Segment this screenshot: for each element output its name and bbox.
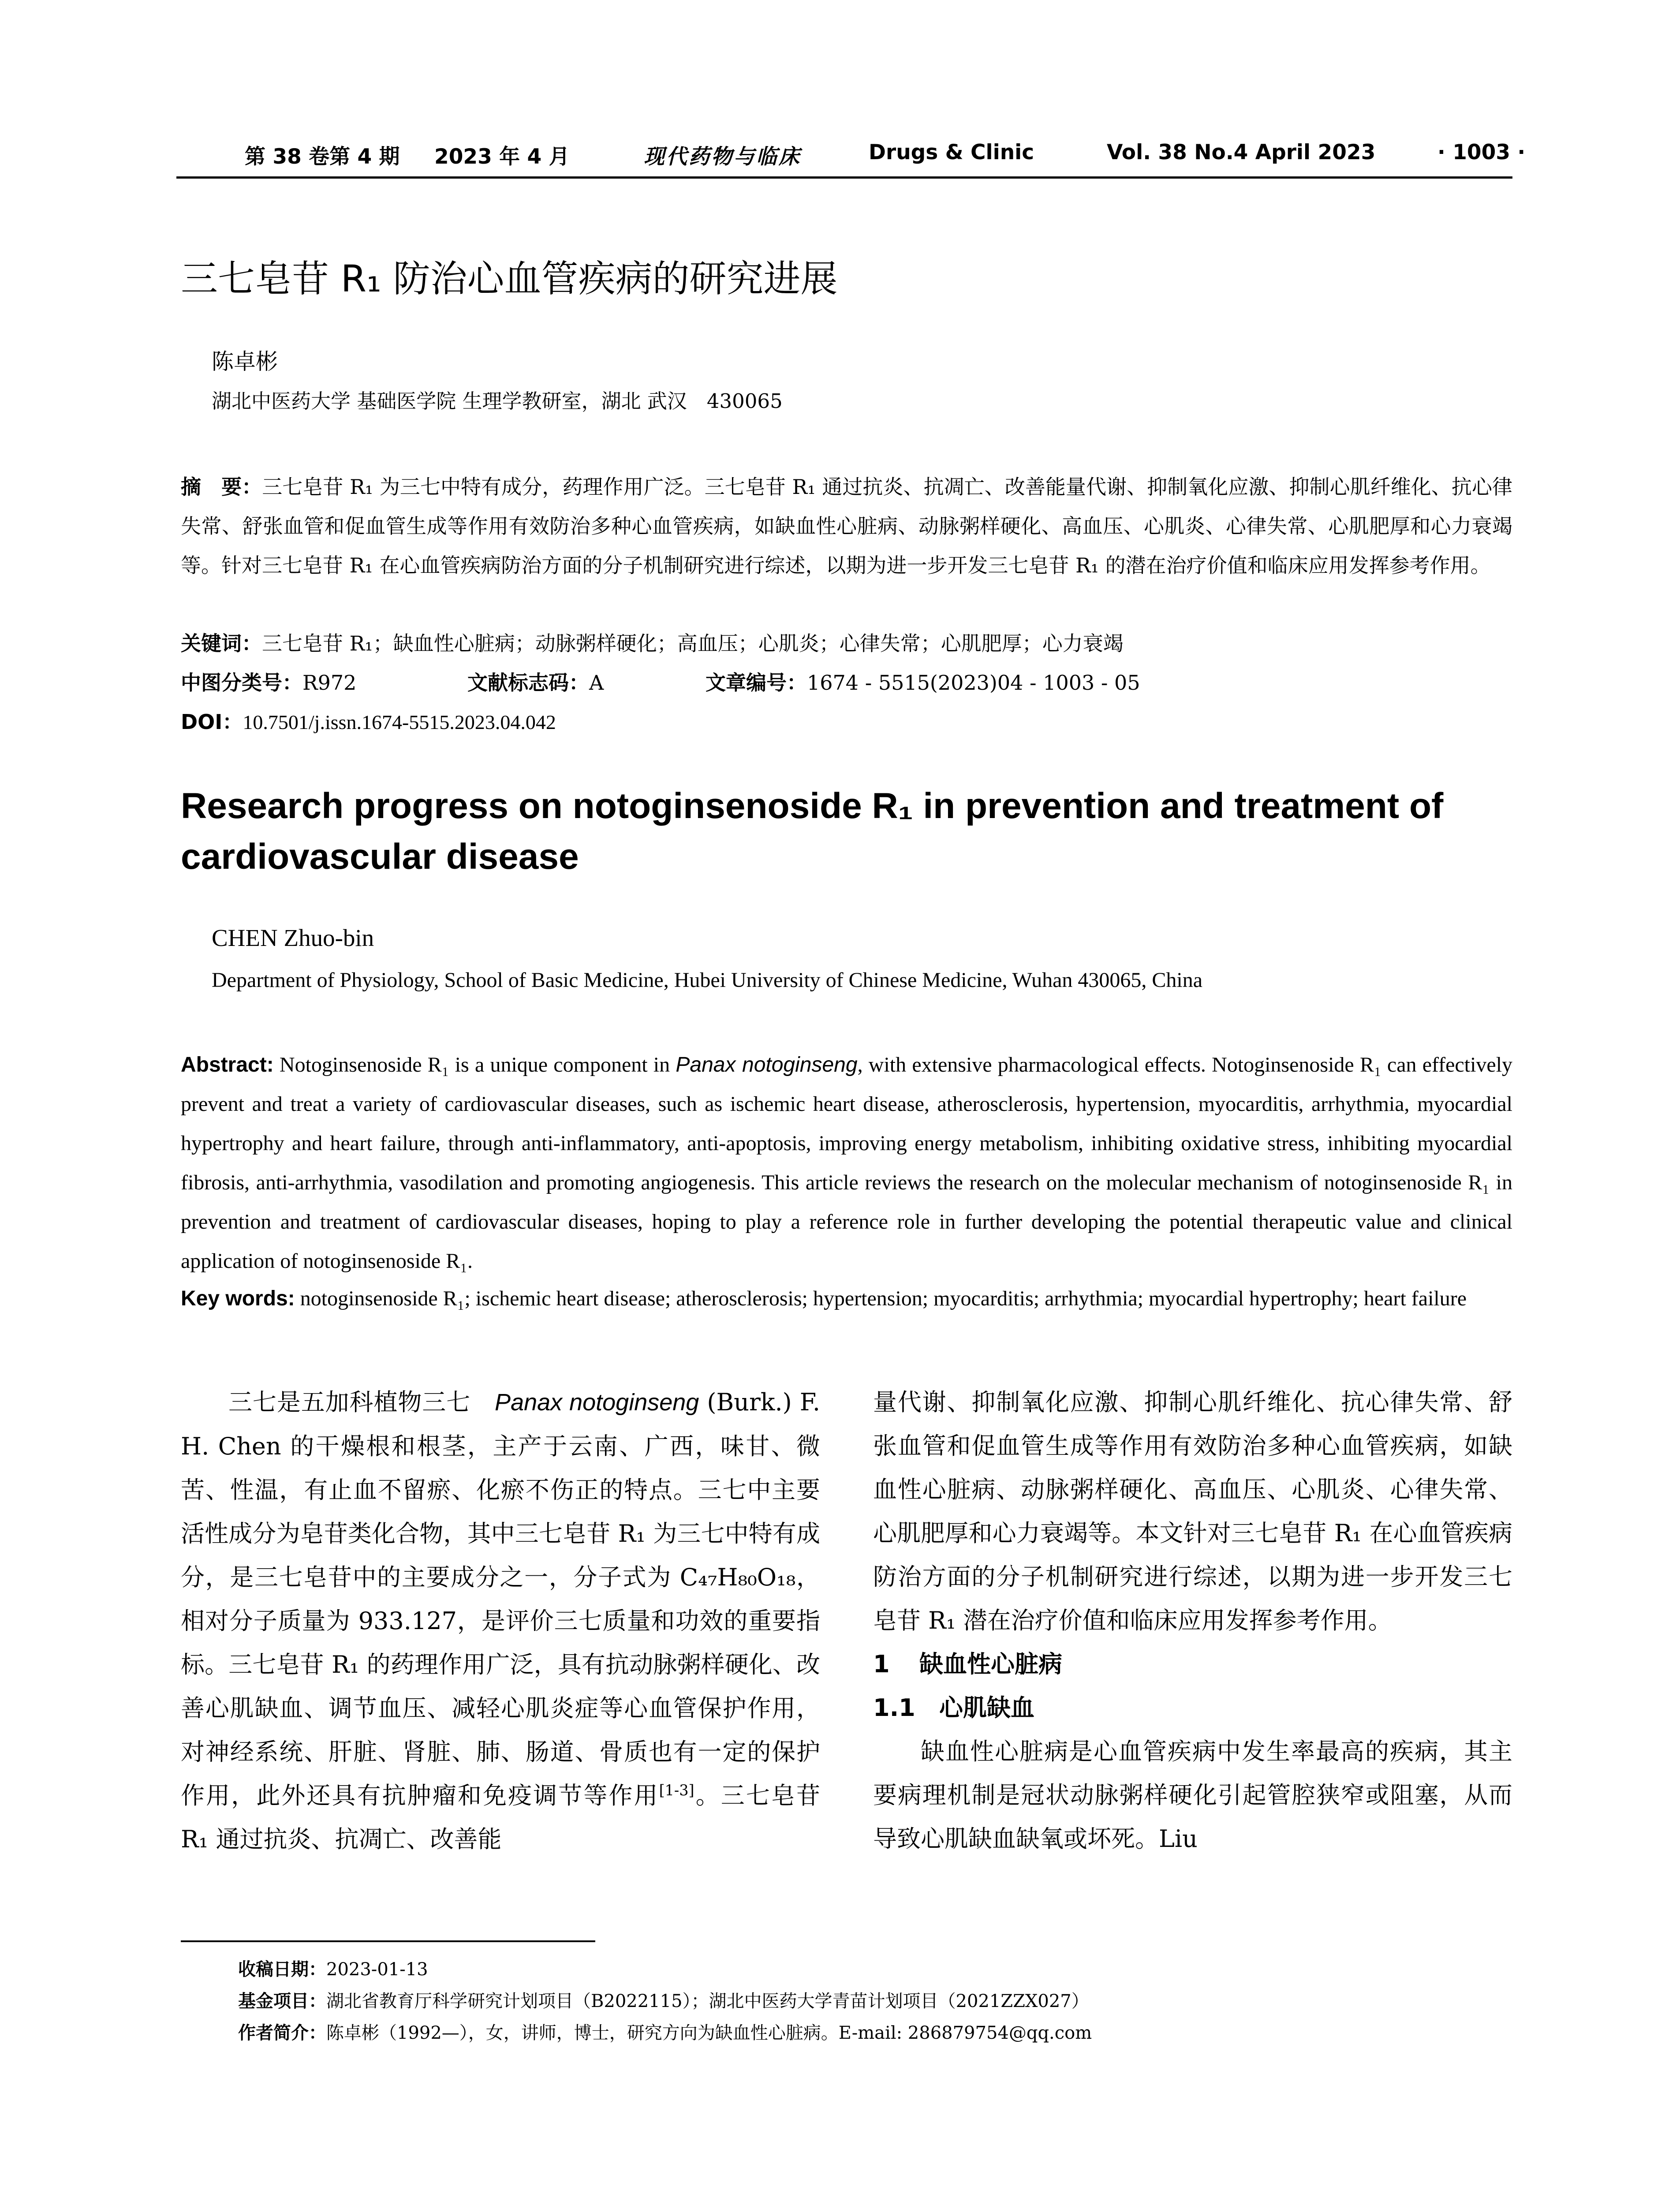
doc-code-value: A: [589, 671, 604, 695]
section-1-heading: [873, 1642, 1512, 1686]
abstract-zh-text: 三七皂苷 R₁ 为三七中特有成分，药理作用广泛。三七皂苷 R₁ 通过抗炎、抗凋亡、改善能量代谢、抑制氧化应激、抑制心肌纤维化、抗心律失常、舒张血管和促血管生成等作用有效防治多种心血管疾病，如缺血性心脏病、动脉粥样硬化、高血压、心肌炎、心律失常、心肌肥厚和心力衰竭等。针对三七皂苷 R₁ 在心血管疾病防治方面的分子机制研究进行综述，以期为进一步开发三七皂苷 R₁ 的潜在治疗价值和临床应用发挥参考作用。: [181, 475, 1513, 577]
intro-text-c: 。三七皂苷 R₁ 通过抗炎、抗凋亡、改善能: [181, 1782, 821, 1853]
author-en: CHEN Zhuo-bin: [212, 924, 374, 951]
intro-text-b: (Burk.) F. H. Chen 的干燥根和根茎，主产于云南、广西，味甘、微苦、性温，有止血不留瘀、化瘀不伤正的特点。三七中主要活性成分为皂苷类化合物，其中三七皂苷 R₁ 为三七中特有成分，是三七皂苷中的主要成分之一，分子式为 C₄₇H₈₀O₁₈，相对分子质量为 933.127，是评价三七质量和功效的重要指标。三七皂苷 R₁ 的药理作用广泛，具有抗动脉粥样硬化、改善心肌缺血、调节血压、减轻心肌炎症等心血管保护作用，对神经系统、肝脏、肾脏、肺、肠道、骨质也有一定的保护作用，此外还具有抗肿瘤和免疫调节等作用: [181, 1388, 821, 1809]
abstract-en-text-1: Notoginsenoside R₁ is a unique component in: [279, 1053, 670, 1076]
abstract-en-label: Abstract:: [181, 1053, 274, 1076]
header-volume-en: Vol. 38 No.4 April 2023: [1107, 140, 1376, 164]
intro-paragraph-continued: 量代谢、抑制氧化应激、抑制心肌纤维化、抗心律失常、舒张血管和促血管生成等作用有效防治多种心血管疾病，如缺血性心脏病、动脉粥样硬化、高血压、心肌炎、心律失常、心肌肥厚和心力衰竭等。本文针对三七皂苷 R₁ 在心血管疾病防治方面的分子机制研究进行综述，以期为进一步开发三七皂苷 R₁ 潜在治疗价值和临床应用发挥参考作用。: [873, 1388, 1512, 1634]
abstract-en-species: Panax notoginseng: [676, 1053, 858, 1076]
doc-code-label: 文献标志码：: [467, 671, 589, 695]
article-number-label: 文章编号：: [706, 671, 807, 695]
section-1-number: 1: [873, 1650, 890, 1678]
header-volume-zh: 第 38 卷第 4 期: [245, 145, 400, 169]
abstract-zh: [181, 467, 1512, 585]
affiliation-en: Department of Physiology, School of Basic Medicine, Hubei University of Chinese Medicine, Wuhan 430065, China: [212, 968, 1203, 992]
header-rule: [176, 176, 1512, 179]
keywords-zh-text: 三七皂苷 R₁；缺血性心脏病；动脉粥样硬化；高血压；心肌炎；心律失常；心肌肥厚；心力衰竭: [262, 632, 1124, 655]
header-page-number: · 1003 ·: [1437, 140, 1526, 164]
doi-label: DOI：: [181, 710, 243, 734]
doi-line: [181, 703, 556, 742]
doi-value: 10.7501/j.issn.1674-5515.2023.04.042: [243, 711, 556, 733]
author-zh: 陈卓彬: [212, 349, 278, 374]
abstract-en-text-2: , with extensive pharmacological effects. Notoginsenoside R₁ can effectively prevent and treat a variety of cardiovascular diseases, such as ischemic heart disease, atherosclerosis, hypertension, myocarditis, arrhythmia, myocardial hypertrophy and heart failure, through anti-inflammatory, anti-apoptosis, improving energy metabolism, inhibiting oxidative stress, inhibiting myocardial fibrosis, anti-arrhythmia, vasodilation and promoting angiogenesis. This article reviews the research on the molecular mechanism of notoginsenoside R₁ in prevention and treatment of cardiovascular diseases, hoping to play a reference role in further developing the potential therapeutic value and clinical application of notoginsenoside R₁.: [181, 1053, 1513, 1273]
header-journal-zh: 现代药物与临床: [644, 145, 801, 169]
keywords-zh-label: 关键词：: [181, 632, 262, 655]
affiliation-zh: 湖北中医药大学 基础医学院 生理学教研室，湖北 武汉 430065: [212, 389, 783, 413]
intro-citation: [1-3]: [659, 1782, 694, 1799]
body-column-left: [181, 1380, 820, 1861]
footnotes: [238, 1954, 1517, 2049]
keywords-en-text: notoginsenoside R₁; ischemic heart disease; atherosclerosis; hypertension; myocarditis; arrhythmia; myocardial hypertrophy; heart failure: [300, 1287, 1467, 1310]
classification-line: [181, 663, 1512, 703]
intro-text-a: 三七是五加科植物三七: [228, 1388, 471, 1416]
title-en: Research progress on notoginsenoside R₁ in prevention and treatment of cardiovascular disease: [181, 786, 1444, 877]
abstract-en: [181, 1045, 1512, 1281]
clc-label: 中图分类号：: [181, 671, 302, 695]
author-bio: 作者简介：陈卓彬（1992—），女，讲师，博士，研究方向为缺血性心脏病。E-mail: 286879754@qq.com: [238, 2023, 1092, 2043]
clc-value: R972: [302, 671, 357, 695]
keywords-zh: [181, 624, 1512, 663]
header-journal-en: Drugs & Clinic: [869, 140, 1034, 164]
keywords-en-label: Key words:: [181, 1287, 295, 1310]
intro-species: Panax notoginseng: [495, 1389, 699, 1416]
keywords-en: [181, 1279, 1512, 1318]
body-column-right: [873, 1380, 1512, 1861]
fund-project: 基金项目：湖北省教育厅科学研究计划项目（B2022115）；湖北中医药大学青苗计划项目（2021ZZX027）: [238, 1991, 1089, 2011]
footnote-rule: [181, 1940, 595, 1942]
intro-paragraph: [181, 1380, 820, 1861]
ischemia-paragraph: 缺血性心脏病是心血管疾病中发生率最高的疾病，其主要病理机制是冠状动脉粥样硬化引起管腔狭窄或阻塞，从而导致心肌缺血缺氧或坏死。Liu: [873, 1738, 1512, 1853]
title-zh: 三七皂苷 R₁ 防治心血管疾病的研究进展: [181, 257, 838, 300]
section-1-1-title: 心肌缺血: [939, 1694, 1034, 1722]
article-number-value: 1674 - 5515(2023)04 - 1003 - 05: [807, 671, 1140, 695]
running-header: [176, 140, 1526, 171]
header-date-zh: 2023 年 4 月: [434, 145, 570, 169]
received-date: 收稿日期：2023-01-13: [238, 1959, 428, 1980]
section-1-1-number: 1.1: [873, 1694, 915, 1722]
abstract-zh-label: 摘 要：: [181, 475, 262, 499]
section-1-title: 缺血性心脏病: [919, 1650, 1062, 1678]
section-1-1-heading: [873, 1686, 1512, 1730]
